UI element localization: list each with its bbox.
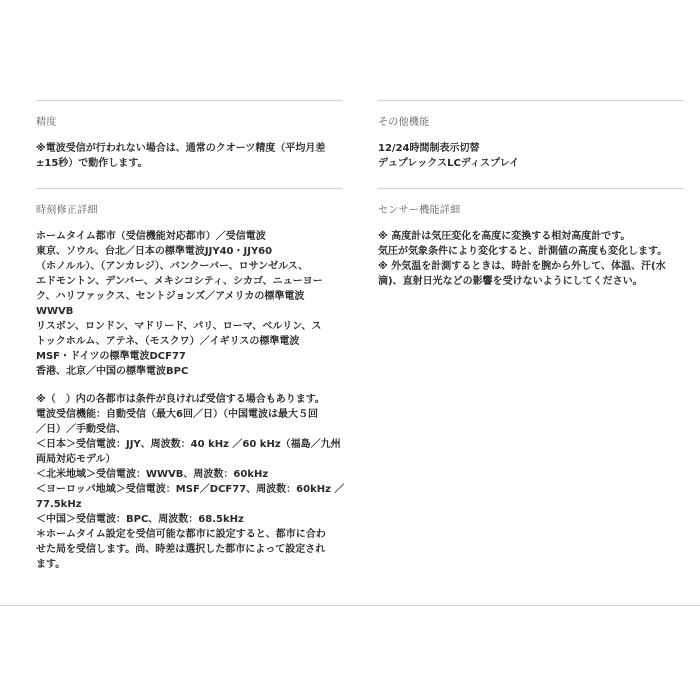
text-line: ＊ホームタイム設定を受信可能な都市に設定すると、都市に合わ xyxy=(36,529,326,540)
reception-paragraph xyxy=(36,392,345,572)
text-line: せた局を受信します。尚、時差は選択した都市によって設定され xyxy=(36,544,326,555)
text-line: ます。 xyxy=(36,559,66,570)
sensor-section xyxy=(378,188,684,289)
text-line: ※（ ）内の各都市は条件が良ければ受信する場合もあります。 xyxy=(36,394,325,405)
other-features-section xyxy=(378,100,684,170)
text-line: ホームタイム都市（受信機能対応都市）／受信電波 xyxy=(36,231,266,242)
left-column xyxy=(36,100,345,572)
section-label: 時刻修正詳細 xyxy=(36,205,98,216)
text-line: WWVB xyxy=(36,306,74,317)
time-correction-text xyxy=(36,229,345,572)
text-line: リスボン、ロンドン、マドリード、パリ、ローマ、ベルリン、ス xyxy=(36,321,322,332)
text-line: 滴)、直射日光などの影響を受けないようにしてください。 xyxy=(378,276,643,287)
accuracy-section xyxy=(36,100,342,170)
city-list-paragraph xyxy=(36,229,342,379)
text-line: トックホルム、アテネ、（モスクワ）／イギリスの標準電波 xyxy=(36,336,300,347)
text-line: 77.5kHz xyxy=(36,499,82,510)
text-line: ク、ハリファックス、セントジョンズ／アメリカの標準電波 xyxy=(36,291,305,302)
text-line: 東京、ソウル、台北／日本の標準電波JJY40・JJY60 xyxy=(36,246,273,257)
text-line: デュプレックスLCディスプレイ xyxy=(378,158,520,169)
text-line: ＜北米地域＞受信電波：WWVB、周波数：60kHz xyxy=(36,469,269,480)
sensor-text xyxy=(378,229,684,289)
section-label: その他機能 xyxy=(378,117,430,128)
text-line: ※電波受信が行われない場合は、通常のクオーツ精度（平均月差 xyxy=(36,143,326,154)
text-line: ＜中国＞受信電波：BPC、周波数：68.5kHz xyxy=(36,514,244,525)
text-line: ※ 外気温を計測するときは、時計を腕から外して、体温、汗(水 xyxy=(378,261,666,272)
bottom-divider xyxy=(0,605,700,606)
text-line: ＜日本＞受信電波：JJY、周波数：40 kHz ／60 kHz（福島／九州 xyxy=(36,439,341,450)
text-line: MSF・ドイツの標準電波DCF77 xyxy=(36,351,186,362)
text-line: エドモントン、デンバー、メキシコシティ、シカゴ、ニューヨー xyxy=(36,276,323,287)
text-line: 香港、北京／中国の標準電波BPC xyxy=(36,366,189,377)
time-correction-section xyxy=(36,188,345,572)
text-line: ／日）／手動受信、 xyxy=(36,424,126,435)
text-line: 電波受信機能：自動受信（最大6回／日）（中国電波は最大５回 xyxy=(36,409,318,420)
text-line: （ホノルル）、（アンカレジ）、バンクーバー、ロサンゼルス、 xyxy=(36,261,309,272)
text-line: 気圧が気象条件により変化すると、計測値の高度も変化します。 xyxy=(378,246,668,257)
text-line: 両局対応モデル） xyxy=(36,454,116,465)
text-line: 12/24時間制表示切替 xyxy=(378,143,480,154)
text-line: ＜ヨーロッパ地域＞受信電波：MSF／DCF77、周波数：60kHz ／ xyxy=(36,484,345,495)
text-line: ※ 高度計は気圧変化を高度に変換する相対高度計です。 xyxy=(378,231,631,242)
text-line: ±15秒）で動作します。 xyxy=(36,158,148,169)
section-label: 精度 xyxy=(36,117,57,128)
section-label: センサー機能詳細 xyxy=(378,205,461,216)
other-features-text xyxy=(378,141,684,171)
right-column xyxy=(378,100,684,289)
accuracy-text xyxy=(36,141,342,171)
